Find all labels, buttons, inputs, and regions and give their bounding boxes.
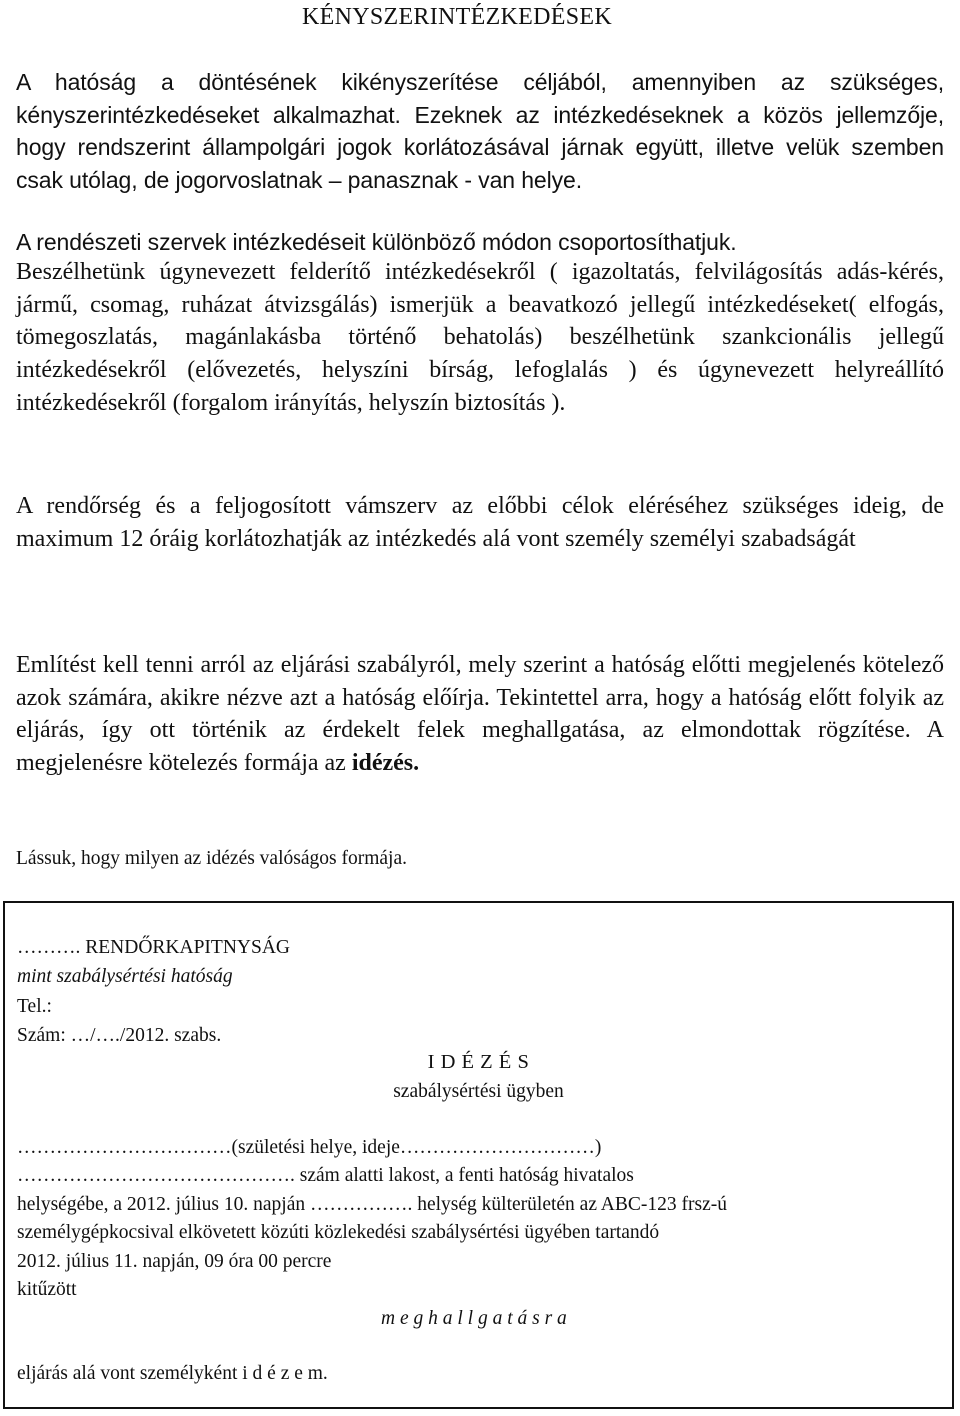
detention-paragraph: A rendőrség és a feljogosított vámszerv az előbbi célok eléréséhez szükséges ideig, de maximum 12 óráig korlátozhatják az intézkedés alá vont személy személyi szabadságát [16,493,944,552]
summons-paragraph-text: Említést kell tenni arról az eljárási szabályról, mely szerint a hatóság előtti megjelenés kötelező azok számára, akikre nézve azt a hatóság előírja. Tekintettel arra, hogy a hatóság előtt folyik az eljárás, így ott történik az érdekelt felek meghallgatása, az elmondottak rögzítése. A megjelenésre kötelezés formája az [16,652,944,777]
form-line-set: kitűzött [17,1279,77,1300]
form-line-birth: ……………………………(születési helye, ideje…………………………) [17,1137,602,1158]
form-line-vehicle: személygépkocsival elkövetett közúti közlekedési szabálysértési ügyében tartandó [17,1222,660,1243]
form-closing: eljárás alá vont személyként i d é z e m. [17,1363,328,1384]
form-hearing: m e g h a l l g a t á s r a [381,1308,567,1329]
form-authority: ………. RENDŐRKAPITNYSÁG [17,937,291,958]
summons-form [3,901,954,1409]
form-authority-sub: mint szabálysértési hatóság [17,966,233,987]
form-line-hearing-date: 2012. július 11. napján, 09 óra 00 percre [17,1251,332,1272]
form-heading: I D É Z É S [427,1051,530,1073]
example-intro: Lássuk, hogy milyen az idézés valóságos formája. [16,848,407,869]
form-subheading: szabálysértési ügyben [393,1081,564,1102]
page-title: KÉNYSZERINTÉZKEDÉSEK [302,4,612,30]
grouping-paragraph: A rendészeti szervek intézkedéseit különböző módon csoportosíthatjuk. [16,229,737,255]
summons-keyword: idézés. [351,750,420,777]
intro-paragraph: A hatóság a döntésének kikényszerítése céljából, amennyiben az szükséges, kényszerintézkedéseket alkalmazhat. Ezeknek az intézkedéseknek a közös jellemzője, hogy rendszerint állampolgári jogok korlátozásával járnak együtt, illetve velük szemben csak utólag, de jogorvoslatnak – panasznak - van helye. [16,69,944,194]
measures-paragraph: Beszélhetünk úgynevezett felderítő intézkedésekről ( igazoltatás, felvilágosítás adás-kérés, jármű, csomag, ruházat átvizsgálás) ismerjük a beavatkozó jellegű intézkedéseket( elfogás, tömegoszlatás, magánlakásba történő behatolás) beszélhetünk szankcionális jellegű intézkedésekről (elővezetés, helyszíni bírság, lefoglalás ) és úgynevezett helyreállító intézkedésekről (forgalom irányítás, helyszín biztosítás ). [16,259,944,416]
form-line-address: ……………………………………. szám alatti lakost, a fenti hatóság hivatalos [17,1165,634,1186]
form-number: Szám: …/…./2012. szabs. [17,1025,222,1046]
summons-paragraph [16,649,944,780]
form-tel: Tel.: [17,996,52,1017]
form-line-date: helységébe, a 2012. július 10. napján ……………. helység külterületén az ABC-123 frsz-ú [17,1194,727,1215]
